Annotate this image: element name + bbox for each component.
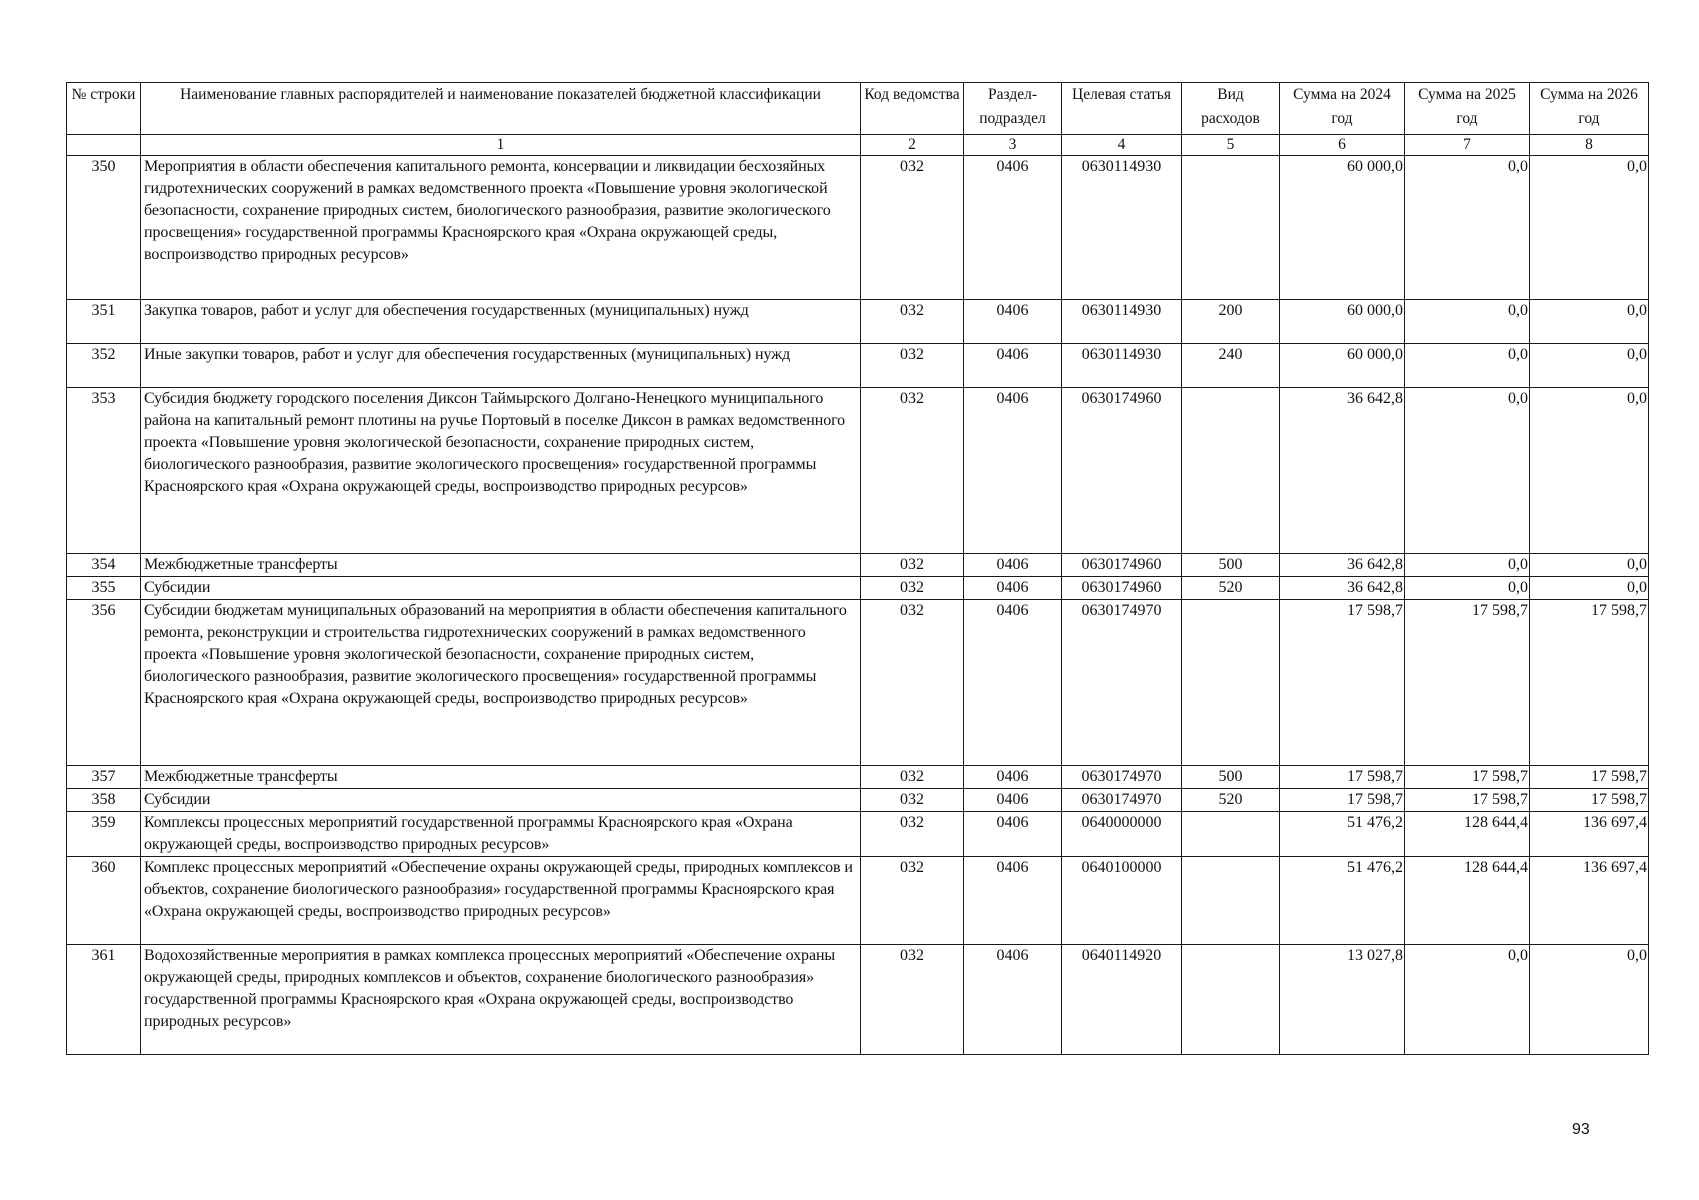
row-sum-2025: 128 644,4 bbox=[1405, 857, 1530, 945]
row-expense-type: 520 bbox=[1182, 789, 1280, 812]
row-sum-2025: 0,0 bbox=[1405, 945, 1530, 1055]
row-expense-type: 520 bbox=[1182, 577, 1280, 600]
row-section: 0406 bbox=[964, 388, 1062, 554]
row-dept-code: 032 bbox=[861, 600, 964, 766]
header-section: Раздел- подраздел bbox=[964, 83, 1062, 135]
header-sum-2024: Сумма на 2024 год bbox=[1280, 83, 1405, 135]
row-expense-type bbox=[1182, 156, 1280, 300]
row-name: Закупка товаров, работ и услуг для обеспечения государственных (муниципальных) нужд bbox=[141, 300, 861, 344]
row-dept-code: 032 bbox=[861, 156, 964, 300]
row-expense-type: 240 bbox=[1182, 344, 1280, 388]
header-sum-2026: Сумма на 2026 год bbox=[1530, 83, 1649, 135]
column-number: 1 bbox=[141, 135, 861, 156]
row-target-item: 0640100000 bbox=[1062, 857, 1182, 945]
column-number: 7 bbox=[1405, 135, 1530, 156]
row-section: 0406 bbox=[964, 766, 1062, 789]
row-section: 0406 bbox=[964, 554, 1062, 577]
table-body bbox=[67, 156, 1649, 1055]
table-row bbox=[67, 388, 1649, 554]
table-row bbox=[67, 300, 1649, 344]
header-row-number: № строки bbox=[67, 83, 141, 135]
row-name: Субсидии bbox=[141, 789, 861, 812]
column-number bbox=[67, 135, 141, 156]
row-section: 0406 bbox=[964, 789, 1062, 812]
row-name: Субсидии бюджетам муниципальных образований на мероприятия в области обеспечения капитального ремонта, реконструкции и строительства гидротехнических сооружений в рамках ведомственного проекта «Повышение уровня экологической безопасности, сохранение природных систем, биологического разнообразия, развитие экологического просвещения» государственной программы Красноярского края «Охрана окружающей среды, воспроизводство природных ресурсов» bbox=[141, 600, 861, 766]
row-dept-code: 032 bbox=[861, 344, 964, 388]
row-sum-2026: 0,0 bbox=[1530, 156, 1649, 300]
row-name: Субсидия бюджету городского поселения Диксон Таймырского Долгано-Ненецкого муниципального района на капитальный ремонт плотины на ручье Портовый в поселке Диксон в рамках ведомственного проекта «Повышение уровня экологической безопасности, сохранение природных систем, биологического разнообразия, развитие экологического просвещения» государственной программы Красноярского края «Охрана окружающей среды, воспроизводство природных ресурсов» bbox=[141, 388, 861, 554]
row-sum-2025: 0,0 bbox=[1405, 344, 1530, 388]
budget-table bbox=[66, 82, 1649, 1055]
row-section: 0406 bbox=[964, 600, 1062, 766]
row-dept-code: 032 bbox=[861, 789, 964, 812]
column-number: 4 bbox=[1062, 135, 1182, 156]
row-expense-type bbox=[1182, 945, 1280, 1055]
row-sum-2024: 60 000,0 bbox=[1280, 156, 1405, 300]
row-sum-2025: 17 598,7 bbox=[1405, 766, 1530, 789]
row-expense-type bbox=[1182, 600, 1280, 766]
row-expense-type: 500 bbox=[1182, 766, 1280, 789]
row-name: Комплекс процессных мероприятий «Обеспечение охраны окружающей среды, природных комплексов и объектов, сохранение биологического разнообразия» государственной программы Красноярского края «Охрана окружающей среды, воспроизводство природных ресурсов» bbox=[141, 857, 861, 945]
row-name: Межбюджетные трансферты bbox=[141, 554, 861, 577]
row-target-item: 0630114930 bbox=[1062, 344, 1182, 388]
column-number: 3 bbox=[964, 135, 1062, 156]
header-expense-type: Вид расходов bbox=[1182, 83, 1280, 135]
row-number: 359 bbox=[67, 812, 141, 857]
row-sum-2025: 0,0 bbox=[1405, 554, 1530, 577]
row-sum-2025: 128 644,4 bbox=[1405, 812, 1530, 857]
row-target-item: 0640114920 bbox=[1062, 945, 1182, 1055]
column-number: 2 bbox=[861, 135, 964, 156]
row-number: 360 bbox=[67, 857, 141, 945]
header-name: Наименование главных распорядителей и наименование показателей бюджетной классификации bbox=[141, 83, 861, 135]
row-target-item: 0630174970 bbox=[1062, 766, 1182, 789]
table-row bbox=[67, 789, 1649, 812]
row-name: Межбюджетные трансферты bbox=[141, 766, 861, 789]
row-number: 356 bbox=[67, 600, 141, 766]
row-sum-2024: 36 642,8 bbox=[1280, 554, 1405, 577]
row-sum-2024: 13 027,8 bbox=[1280, 945, 1405, 1055]
column-number: 5 bbox=[1182, 135, 1280, 156]
row-sum-2025: 0,0 bbox=[1405, 156, 1530, 300]
row-target-item: 0630174970 bbox=[1062, 789, 1182, 812]
row-target-item: 0630114930 bbox=[1062, 156, 1182, 300]
table-row bbox=[67, 577, 1649, 600]
table-row bbox=[67, 945, 1649, 1055]
row-section: 0406 bbox=[964, 857, 1062, 945]
table-row bbox=[67, 554, 1649, 577]
column-number-row bbox=[67, 135, 1649, 156]
row-sum-2026: 136 697,4 bbox=[1530, 812, 1649, 857]
row-dept-code: 032 bbox=[861, 766, 964, 789]
row-expense-type: 200 bbox=[1182, 300, 1280, 344]
row-expense-type bbox=[1182, 857, 1280, 945]
header-dept-code: Код ведомства bbox=[861, 83, 964, 135]
row-sum-2026: 0,0 bbox=[1530, 945, 1649, 1055]
row-target-item: 0630174960 bbox=[1062, 577, 1182, 600]
row-expense-type: 500 bbox=[1182, 554, 1280, 577]
row-sum-2024: 51 476,2 bbox=[1280, 857, 1405, 945]
page-number: 93 bbox=[1572, 1121, 1590, 1138]
row-sum-2026: 17 598,7 bbox=[1530, 766, 1649, 789]
row-expense-type bbox=[1182, 388, 1280, 554]
row-dept-code: 032 bbox=[861, 300, 964, 344]
table-row bbox=[67, 600, 1649, 766]
row-dept-code: 032 bbox=[861, 812, 964, 857]
row-sum-2024: 60 000,0 bbox=[1280, 300, 1405, 344]
row-sum-2026: 0,0 bbox=[1530, 300, 1649, 344]
row-sum-2026: 0,0 bbox=[1530, 344, 1649, 388]
row-section: 0406 bbox=[964, 945, 1062, 1055]
table-row bbox=[67, 344, 1649, 388]
row-target-item: 0630114930 bbox=[1062, 300, 1182, 344]
row-target-item: 0630174960 bbox=[1062, 554, 1182, 577]
row-number: 353 bbox=[67, 388, 141, 554]
row-sum-2024: 17 598,7 bbox=[1280, 600, 1405, 766]
row-number: 352 bbox=[67, 344, 141, 388]
row-sum-2024: 51 476,2 bbox=[1280, 812, 1405, 857]
row-dept-code: 032 bbox=[861, 945, 964, 1055]
row-sum-2026: 136 697,4 bbox=[1530, 857, 1649, 945]
table-header-row bbox=[67, 83, 1649, 135]
row-number: 361 bbox=[67, 945, 141, 1055]
table-row bbox=[67, 812, 1649, 857]
row-expense-type bbox=[1182, 812, 1280, 857]
row-number: 358 bbox=[67, 789, 141, 812]
table-row bbox=[67, 156, 1649, 300]
row-sum-2024: 36 642,8 bbox=[1280, 577, 1405, 600]
column-number: 8 bbox=[1530, 135, 1649, 156]
row-sum-2026: 0,0 bbox=[1530, 554, 1649, 577]
header-target-item: Целевая статья bbox=[1062, 83, 1182, 135]
row-sum-2026: 0,0 bbox=[1530, 388, 1649, 554]
row-name: Мероприятия в области обеспечения капитального ремонта, консервации и ликвидации бесхозяйных гидротехнических сооружений в рамках ведомственного проекта «Повышение уровня экологической безопасности, сохранение природных систем, биологического разнообразия, развитие экологического просвещения» государственной программы Красноярского края «Охрана окружающей среды, воспроизводство природных ресурсов» bbox=[141, 156, 861, 300]
row-target-item: 0630174970 bbox=[1062, 600, 1182, 766]
row-sum-2025: 17 598,7 bbox=[1405, 600, 1530, 766]
row-dept-code: 032 bbox=[861, 857, 964, 945]
row-section: 0406 bbox=[964, 577, 1062, 600]
row-section: 0406 bbox=[964, 156, 1062, 300]
row-number: 355 bbox=[67, 577, 141, 600]
row-number: 350 bbox=[67, 156, 141, 300]
row-name: Иные закупки товаров, работ и услуг для обеспечения государственных (муниципальных) нужд bbox=[141, 344, 861, 388]
row-sum-2024: 60 000,0 bbox=[1280, 344, 1405, 388]
row-dept-code: 032 bbox=[861, 577, 964, 600]
row-sum-2026: 0,0 bbox=[1530, 577, 1649, 600]
row-sum-2025: 17 598,7 bbox=[1405, 789, 1530, 812]
row-target-item: 0640000000 bbox=[1062, 812, 1182, 857]
row-sum-2024: 36 642,8 bbox=[1280, 388, 1405, 554]
row-number: 351 bbox=[67, 300, 141, 344]
row-sum-2026: 17 598,7 bbox=[1530, 600, 1649, 766]
row-number: 354 bbox=[67, 554, 141, 577]
row-sum-2025: 0,0 bbox=[1405, 300, 1530, 344]
row-name: Водохозяйственные мероприятия в рамках комплекса процессных мероприятий «Обеспечение охраны окружающей среды, природных комплексов и объектов, сохранение биологического разнообразия» государственной программы Красноярского края «Охрана окружающей среды, воспроизводство природных ресурсов» bbox=[141, 945, 861, 1055]
row-target-item: 0630174960 bbox=[1062, 388, 1182, 554]
row-sum-2024: 17 598,7 bbox=[1280, 789, 1405, 812]
row-number: 357 bbox=[67, 766, 141, 789]
row-section: 0406 bbox=[964, 812, 1062, 857]
row-sum-2024: 17 598,7 bbox=[1280, 766, 1405, 789]
row-name: Комплексы процессных мероприятий государственной программы Красноярского края «Охрана окружающей среды, воспроизводство природных ресурсов» bbox=[141, 812, 861, 857]
row-section: 0406 bbox=[964, 300, 1062, 344]
row-sum-2025: 0,0 bbox=[1405, 388, 1530, 554]
column-number: 6 bbox=[1280, 135, 1405, 156]
row-dept-code: 032 bbox=[861, 388, 964, 554]
row-dept-code: 032 bbox=[861, 554, 964, 577]
table-row bbox=[67, 766, 1649, 789]
row-sum-2026: 17 598,7 bbox=[1530, 789, 1649, 812]
header-sum-2025: Сумма на 2025 год bbox=[1405, 83, 1530, 135]
table-row bbox=[67, 857, 1649, 945]
row-sum-2025: 0,0 bbox=[1405, 577, 1530, 600]
row-section: 0406 bbox=[964, 344, 1062, 388]
row-name: Субсидии bbox=[141, 577, 861, 600]
